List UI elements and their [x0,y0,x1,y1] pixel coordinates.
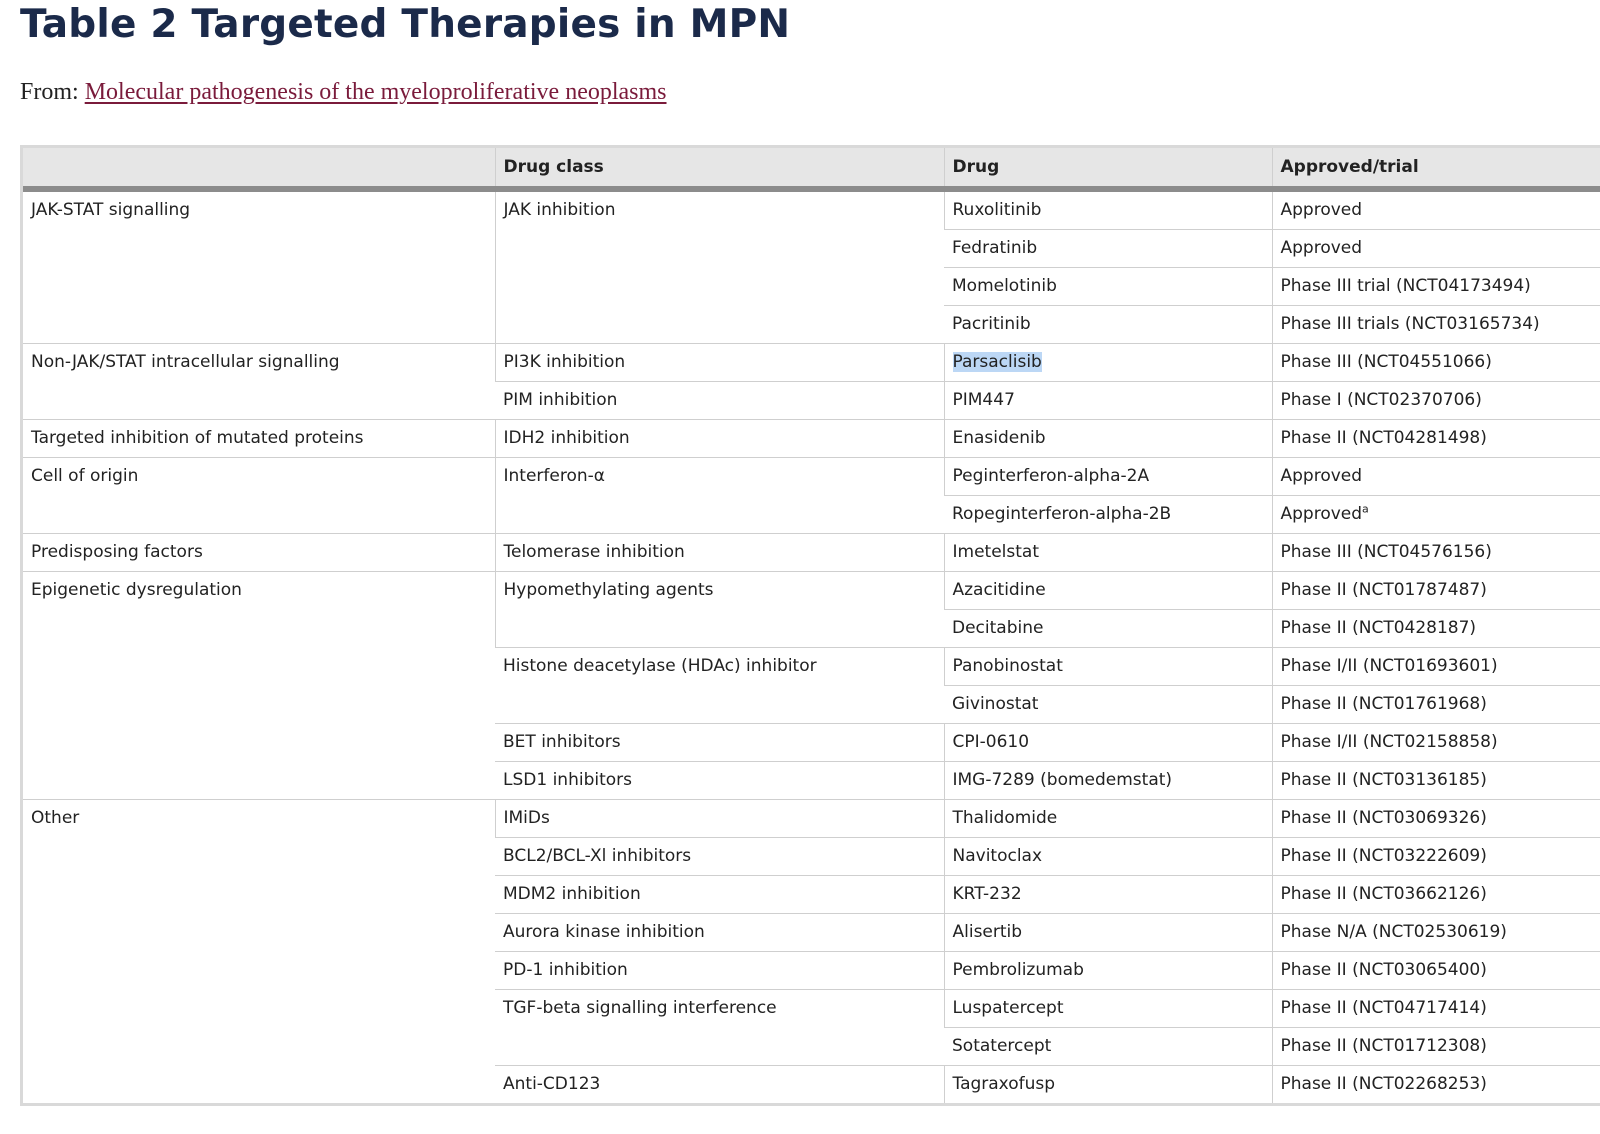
drug-cell: Tagraxofusp [944,1066,1272,1104]
header-category [23,148,495,189]
category-cell: Non-JAK/STAT intracellular signalling [23,344,495,420]
drug-cell: CPI-0610 [944,724,1272,762]
status-cell: Phase N/A (NCT02530619) [1272,914,1600,952]
status-cell: Phase II (NCT01712308) [1272,1028,1600,1066]
drug-cell: IMG-7289 (bomedemstat) [944,762,1272,800]
drug-class-cell: JAK inhibition [495,189,944,344]
page-title: Table 2 Targeted Therapies in MPN [20,2,791,47]
table-row [23,800,1600,838]
category-cell: JAK-STAT signalling [31,200,191,220]
drug-class-cell: Histone deacetylase (HDAc) inhibitor [495,648,944,724]
header-approved-trial: Approved/trial [1272,148,1600,189]
drug-cell: Thalidomide [944,800,1272,838]
status-cell: Phase III (NCT04551066) [1272,344,1600,382]
drug-cell: Imetelstat [944,534,1272,572]
status-cell: Phase III (NCT04576156) [1272,534,1600,572]
status-cell: Phase II (NCT01761968) [1272,686,1600,724]
table-row [23,420,1600,458]
drug-class-cell: LSD1 inhibitors [495,762,944,800]
drug-class-cell: Interferon-α [495,458,944,534]
status-cell: Phase II (NCT02268253) [1272,1066,1600,1104]
table-row [23,534,1600,572]
category-cell: Predisposing factors [23,534,495,572]
status-cell: Phase II (NCT03069326) [1272,800,1600,838]
drug-cell: Panobinostat [944,648,1272,686]
status-cell: Phase I (NCT02370706) [1272,382,1600,420]
drug-cell: Ropeginterferon-alpha-2B [944,496,1272,534]
table-row [23,344,1600,382]
category-cell: Other [23,800,495,1104]
drug-class-cell: Telomerase inhibition [495,534,944,572]
drug-class-cell: Anti-CD123 [495,1066,944,1104]
category-cell: Epigenetic dysregulation [23,572,495,800]
status-cell: Phase II (NCT03136185) [1272,762,1600,800]
drug-cell: Luspatercept [944,990,1272,1028]
status-cell: Phase II (NCT04281498) [1272,420,1600,458]
category-cell: Targeted inhibition of mutated proteins [23,420,495,458]
drug-cell: Sotatercept [944,1028,1272,1066]
drug-cell: Alisertib [944,914,1272,952]
source-line [20,76,667,108]
drug-class-cell: MDM2 inhibition [495,876,944,914]
drug-class-cell: PD-1 inhibition [495,952,944,990]
status-cell: Approved [1272,189,1600,230]
drug-class-cell: TGF-beta signalling interference [495,990,944,1066]
table-header [23,148,1600,189]
status-cell: Phase II (NCT03065400) [1272,952,1600,990]
therapies-table [23,148,1600,1103]
drug-cell: Givinostat [944,686,1272,724]
header-drug: Drug [944,148,1272,189]
drug-class-cell: Hypomethylating agents [495,572,944,648]
drug-cell: KRT-232 [944,876,1272,914]
status-text: Approved [1280,504,1363,524]
selected-text-highlight[interactable]: Parsaclisib [952,352,1042,372]
drug-cell: Pembrolizumab [944,952,1272,990]
status-cell: Phase II (NCT03222609) [1272,838,1600,876]
drug-class-cell: IMiDs [495,800,944,838]
drug-class-cell: Aurora kinase inhibition [495,914,944,952]
drug-cell: Momelotinib [944,268,1272,306]
drug-cell: Peginterferon-alpha-2A [944,458,1272,496]
status-cell: Phase II (NCT0428187) [1272,610,1600,648]
footnote-marker[interactable]: a [1362,502,1369,516]
status-cell: Phase II (NCT04717414) [1272,990,1600,1028]
drug-cell: PIM447 [944,382,1272,420]
category-cell: Cell of origin [23,458,495,534]
header-drug-class: Drug class [495,148,944,189]
from-label: From: [20,79,85,105]
therapies-table-container [20,145,1600,1106]
drug-class-cell: PI3K inhibition [495,344,944,382]
drug-cell: Decitabine [944,610,1272,648]
drug-class-cell: PIM inhibition [495,382,944,420]
table-row [23,458,1600,496]
status-cell: Approved [1272,458,1600,496]
drug-cell: Enasidenib [944,420,1272,458]
drug-cell [944,344,1272,382]
header-row [23,148,1600,189]
table-body [23,189,1600,1103]
drug-cell: Navitoclax [944,838,1272,876]
drug-class-cell: BET inhibitors [495,724,944,762]
drug-cell: Azacitidine [944,572,1272,610]
status-cell: Phase III trial (NCT04173494) [1272,268,1600,306]
status-cell: Phase I/II (NCT02158858) [1272,724,1600,762]
status-cell: Phase I/II (NCT01693601) [1272,648,1600,686]
drug-class-cell: IDH2 inhibition [495,420,944,458]
status-cell: Phase II (NCT03662126) [1272,876,1600,914]
status-cell: Phase III trials (NCT03165734) [1272,306,1600,344]
source-article-link[interactable]: Molecular pathogenesis of the myeloproliferative neoplasms [84,79,667,105]
status-cell: Approved [1272,230,1600,268]
drug-cell: Pacritinib [944,306,1272,344]
drug-cell: Ruxolitinib [944,189,1272,230]
status-cell [1272,496,1600,534]
status-cell: Phase II (NCT01787487) [1272,572,1600,610]
table-row [23,572,1600,610]
drug-class-cell: BCL2/BCL-Xl inhibitors [495,838,944,876]
drug-cell: Fedratinib [944,230,1272,268]
table-row [23,189,1600,230]
